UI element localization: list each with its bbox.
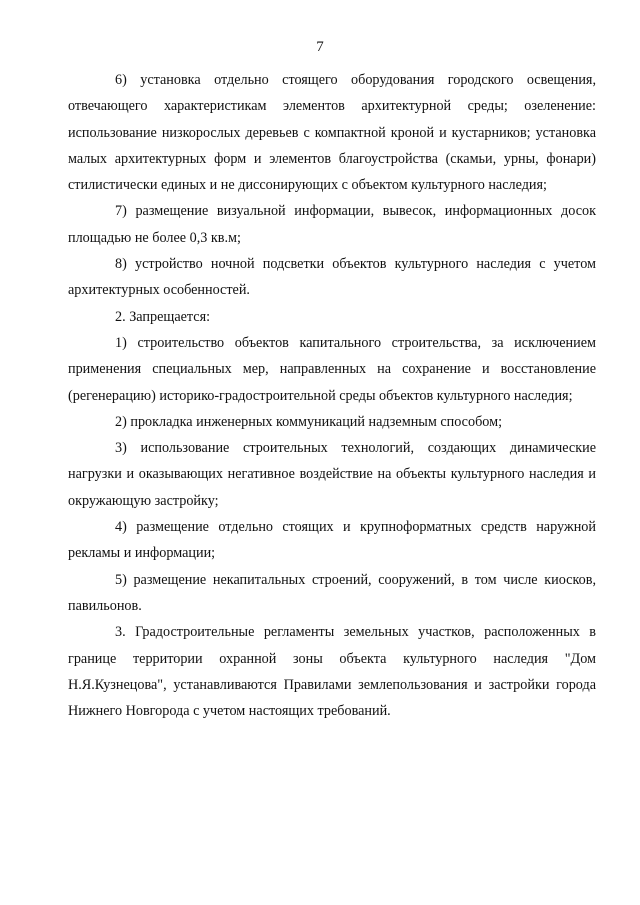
prohibited-item-4: 4) размещение отдельно стоящих и крупноформатных средств наружной рекламы и информации; <box>68 519 596 562</box>
paragraph-item-6: 6) установка отдельно стоящего оборудования городского освещения, отвечающего характеристикам элементов архитектурной среды; озеленение: использование низкорослых деревьев с компактной кроной и кустарников; установка малых архитектурных форм и элементов благоустройства (скамьи, урны, фонари) стилистически единых и не диссонирующих с объектом культурного наследия; <box>68 72 596 194</box>
prohibited-item-2: 2) прокладка инженерных коммуникаций надземным способом; <box>115 413 503 430</box>
prohibited-item-5: 5) размещение некапитальных строений, сооружений, в том числе киосков, павильонов. <box>68 571 596 614</box>
section-3-paragraph: 3. Градостроительные регламенты земельных участков, расположенных в границе территории охранной зоны объекта культурного наследия "Дом Н.Я.Кузнецова", устанавливаются Правилами землепользования и застройки города Нижнего Новгорода с учетом настоящих требований. <box>68 624 596 720</box>
prohibited-item-3: 3) использование строительных технологий, создающих динамические нагрузки и оказывающих негативное воздействие на объекты культурного наследия и окружающую застройку; <box>68 440 596 509</box>
page-number: 7 <box>316 39 324 55</box>
paragraph-item-7: 7) размещение визуальной информации, вывесок, информационных досок площадью не более 0,3 кв.м; <box>68 203 596 246</box>
prohibited-item-1: 1) строительство объектов капитального строительства, за исключением применения специальных мер, направленных на сохранение и восстановление (регенерацию) историко-градостроительной среды объектов культурного наследия; <box>68 334 596 404</box>
section-heading-prohibited: 2. Запрещается: <box>115 308 211 325</box>
document-body <box>68 67 596 724</box>
paragraph-item-8: 8) устройство ночной подсветки объектов культурного наследия с учетом архитектурных особенностей. <box>68 256 596 299</box>
